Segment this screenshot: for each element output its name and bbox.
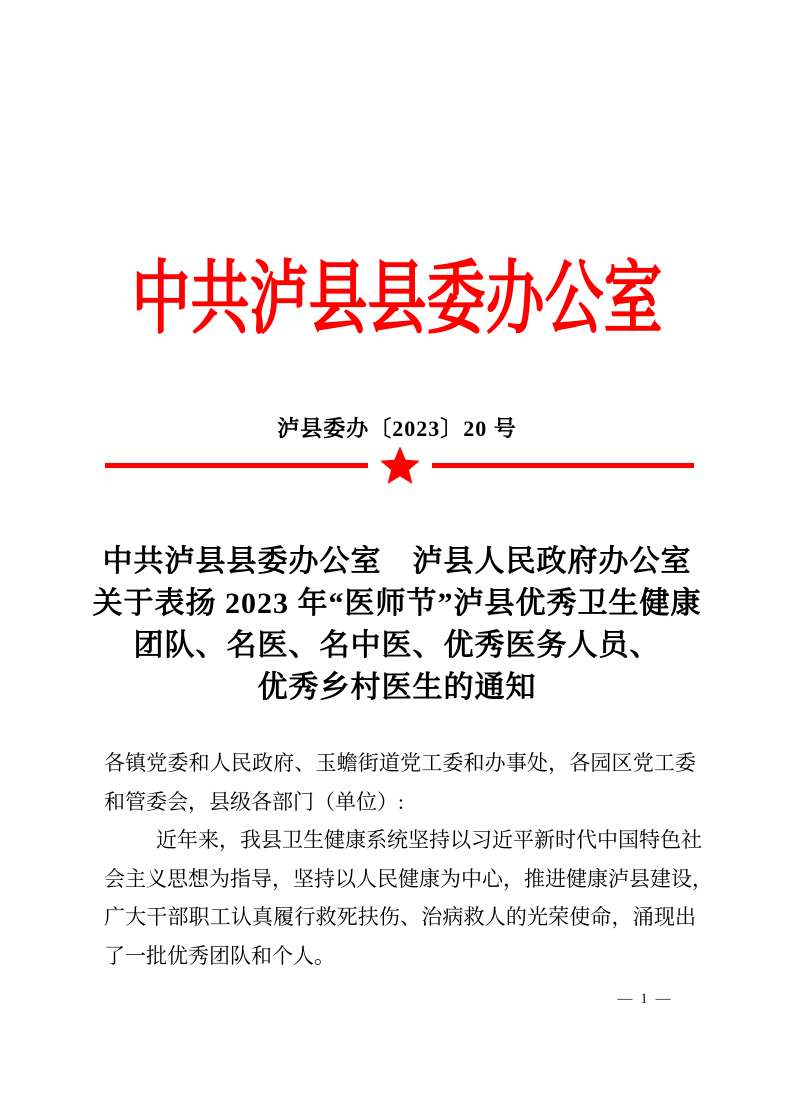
body-line: 各镇党委和人民政府、玉蟾街道党工委和办事处，各园区党工委	[104, 751, 696, 775]
document-title	[40, 541, 754, 709]
body-line: 了一批优秀团队和个人。	[104, 943, 335, 968]
title-line: 团队、名医、名中医、优秀医务人员、	[133, 629, 661, 662]
body-line: 会主义思想为指导，坚持以人民健康为中心，推进健康泸县建设，	[104, 866, 713, 891]
issuer-title: 中共泸县县委办公室	[131, 253, 663, 344]
document-number: 泸县委办〔2023〕20 号	[277, 416, 517, 441]
red-rule-right	[432, 463, 695, 468]
masthead	[0, 253, 794, 344]
body-line: 近年来，我县卫生健康系统坚持以习近平新时代中国特色社	[156, 828, 702, 852]
title-line: 关于表扬 2023 年“医师节”泸县优秀卫生健康	[92, 587, 702, 620]
title-line: 优秀乡村医生的通知	[257, 671, 537, 704]
red-divider	[105, 444, 694, 487]
body-text	[104, 744, 713, 975]
red-rule-left	[105, 463, 368, 468]
star-icon	[377, 444, 423, 488]
body-line: 和管委会，县级各部门（单位）:	[104, 789, 404, 814]
body-line: 广大干部职工认真履行救死扶伤、治病救人的光荣使命，涌现出	[104, 905, 696, 929]
title-line: 中共泸县县委办公室 泸县人民政府办公室	[102, 545, 692, 578]
page-number: — 1 —	[617, 991, 673, 1007]
